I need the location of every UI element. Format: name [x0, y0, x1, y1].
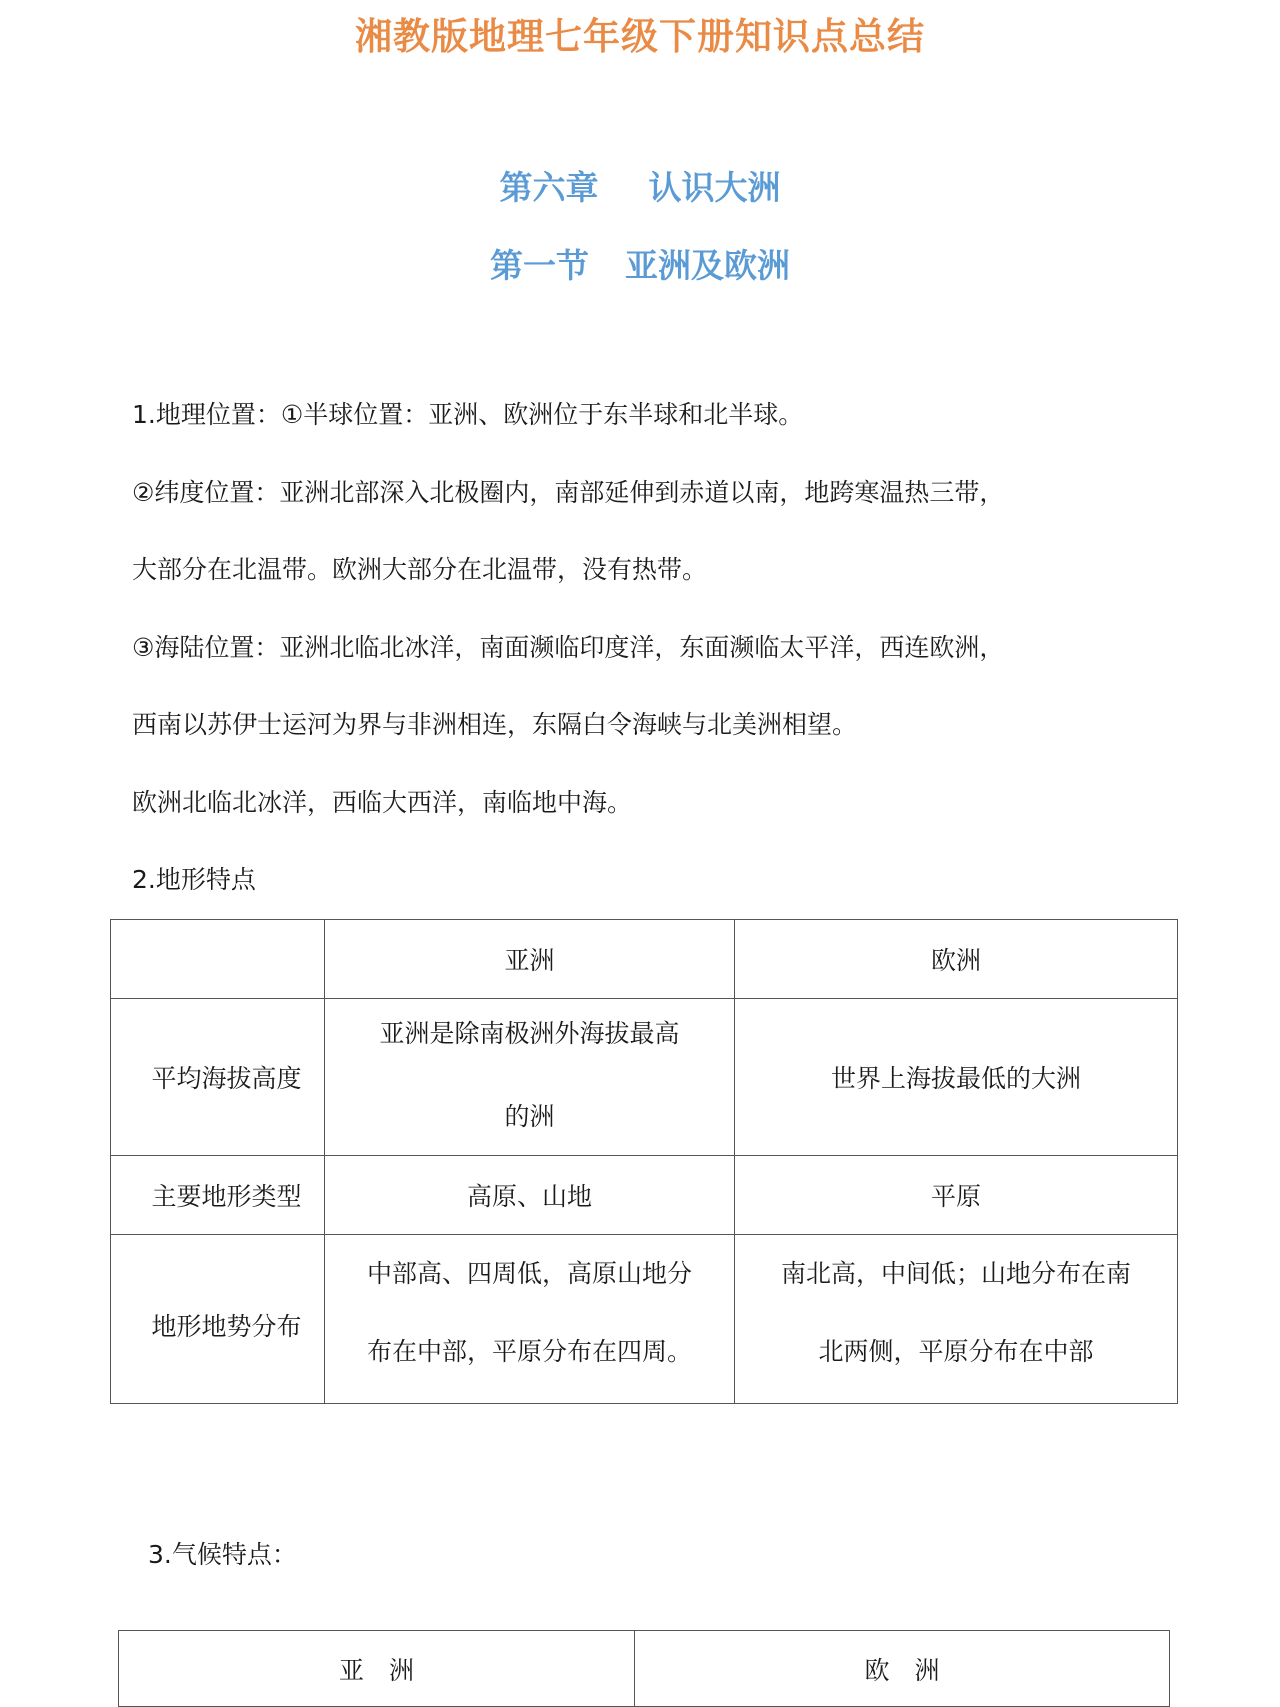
table-row	[111, 1235, 1178, 1404]
table-row	[111, 1156, 1178, 1235]
table-cell: 世界上海拔最低的大洲	[735, 999, 1178, 1156]
paragraph-line: ③海陆位置：亚洲北临北冰洋，南面濒临印度洋，东面濒临太平洋，西连欧洲，	[132, 633, 1005, 662]
terrain-heading: 2.地形特点	[132, 865, 256, 894]
paragraph-line: 欧洲北临北冰洋，西临大西洋，南临地中海。	[132, 788, 633, 817]
section-heading	[0, 240, 1280, 287]
chapter-name: 认识大洲	[648, 168, 781, 207]
climate-table	[118, 1630, 1170, 1707]
paragraph-line: ②纬度位置：亚洲北部深入北极圈内，南部延伸到赤道以南，地跨寒温热三带，	[132, 478, 1005, 507]
paragraph-line: 西南以苏伊士运河为界与非洲相连，东隔白令海峡与北美洲相望。	[132, 710, 858, 739]
chapter-heading	[0, 162, 1280, 209]
table-header-row	[119, 1631, 1170, 1707]
cell-line: 北两侧，平原分布在中部	[818, 1337, 1094, 1366]
terrain-table	[110, 919, 1178, 1404]
row-label: 平均海拔高度	[111, 999, 325, 1156]
table-header-cell: 欧 洲	[635, 1631, 1170, 1707]
table-row	[111, 999, 1178, 1156]
section-number: 第一节	[490, 246, 589, 285]
table-cell	[735, 1235, 1178, 1404]
chapter-number: 第六章	[499, 168, 599, 207]
table-header-cell	[111, 920, 325, 999]
table-cell: 高原、山地	[325, 1156, 735, 1235]
cell-line: 亚洲是除南极洲外海拔最高	[379, 1019, 680, 1048]
cell-line: 布在中部，平原分布在四周。	[366, 1337, 692, 1366]
table-cell: 平原	[735, 1156, 1178, 1235]
table-cell	[325, 1235, 735, 1404]
cell-line: 南北高，中间低；山地分布在南	[780, 1259, 1131, 1288]
table-header-row	[111, 920, 1178, 999]
table-header-cell: 欧洲	[735, 920, 1178, 999]
row-label: 主要地形类型	[111, 1156, 325, 1235]
cell-line: 的洲	[504, 1102, 555, 1131]
table-cell	[325, 999, 735, 1156]
climate-heading: 3.气候特点：	[148, 1540, 297, 1569]
row-label: 地形地势分布	[111, 1235, 325, 1404]
paragraph-line: 1.地理位置：①半球位置：亚洲、欧洲位于东半球和北半球。	[132, 400, 804, 429]
table-header-cell: 亚 洲	[119, 1631, 635, 1707]
paragraph-line: 大部分在北温带。欧洲大部分在北温带，没有热带。	[132, 555, 708, 584]
table-header-cell: 亚洲	[325, 920, 735, 999]
section-name: 亚洲及欧洲	[625, 246, 790, 285]
document-title: 湘教版地理七年级下册知识点总结	[355, 15, 925, 58]
cell-line: 中部高、四周低，高原山地分	[366, 1259, 692, 1288]
